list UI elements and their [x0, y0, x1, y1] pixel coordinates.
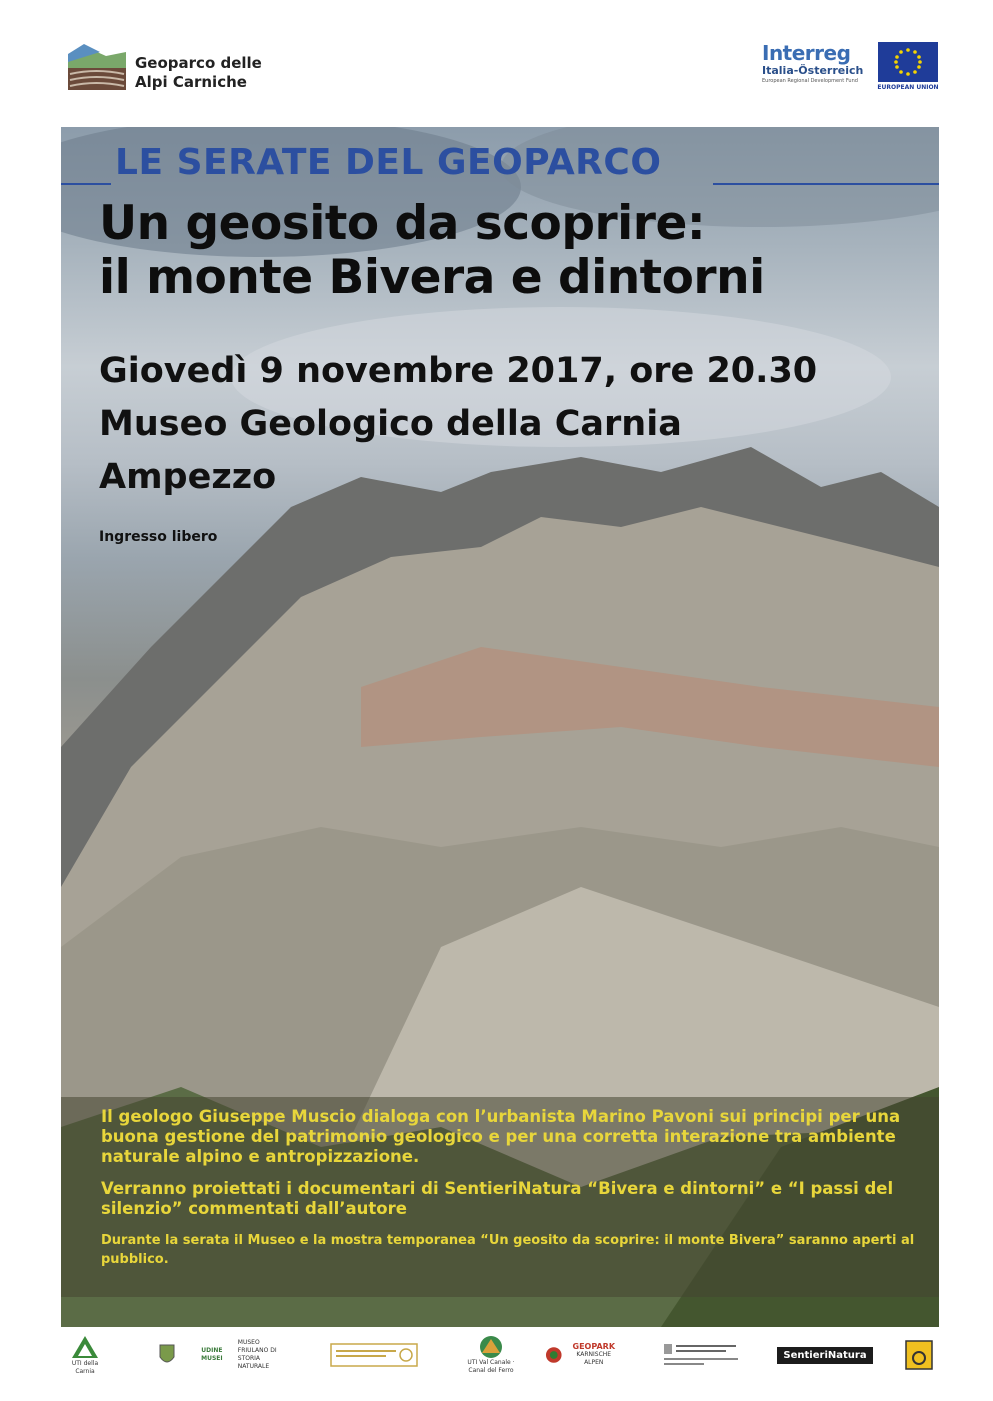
- crest-icon: [159, 1343, 175, 1367]
- geoparco-name: [135, 54, 262, 92]
- geoparco-name-line2: Alpi Carniche: [135, 73, 247, 91]
- entry-note: Ingresso libero: [99, 529, 218, 545]
- museo-logo: [904, 1330, 934, 1380]
- sentieri-natura-label: SentieriNatura: [777, 1347, 872, 1364]
- info-paragraph-3: Durante la serata il Museo e la mostra temporanea “Un geosito da scoprire: il monte Bivera” saranno aperti al pubblico.: [101, 1233, 915, 1267]
- uti-carnia-label: UTI della Carnia: [71, 1360, 99, 1375]
- info-text: [101, 1107, 931, 1281]
- series-rule-left: [61, 183, 111, 185]
- ecomuseo-logo: [330, 1330, 418, 1380]
- udine-musei-label: UDINE MUSEI: [201, 1347, 223, 1362]
- series-rule-right: [713, 183, 939, 185]
- headline-line2: il monte Bivera e dintorni: [99, 250, 765, 305]
- info-paragraph-2: Verranno proiettati i documentari di SentieriNatura “Bivera e dintorni” e “I passi del silenzio” commentati dall’autore: [101, 1179, 894, 1218]
- geoparco-logo: [66, 40, 128, 92]
- event-headline: [99, 197, 929, 305]
- interreg-logo: [762, 42, 874, 94]
- regione-logo: [662, 1330, 740, 1380]
- uti-canal-icon: [478, 1335, 504, 1359]
- geoparco-name-line1: Geoparco delle: [135, 54, 262, 72]
- interreg-subtitle: Italia-Österreich: [762, 64, 864, 77]
- eu-label: EUROPEAN UNION: [877, 84, 939, 91]
- sentieri-natura-logo: [782, 1330, 868, 1380]
- poster-photo: [61, 127, 939, 1327]
- geopark-icon: [545, 1346, 563, 1364]
- uti-carnia-icon: [70, 1334, 100, 1360]
- museo-friulano-logo: [192, 1330, 284, 1380]
- uti-canal-label: UTI Val Canale · Canal del Ferro: [467, 1359, 515, 1374]
- uti-canal-logo: [462, 1330, 520, 1380]
- eu-flag-icon: [878, 42, 938, 82]
- interreg-fine-print: European Regional Development Fund: [762, 78, 858, 84]
- series-title-band: [61, 139, 939, 185]
- geopark-label: GEOPARK: [572, 1342, 616, 1351]
- event-date-time: Giovedì 9 novembre 2017, ore 20.30: [99, 351, 818, 391]
- geopark-sub-label: KARNISCHE ALPEN: [576, 1351, 612, 1366]
- museo-icon: [905, 1340, 933, 1370]
- event-details: [99, 345, 929, 504]
- event-venue: Museo Geologico della Carnia: [99, 404, 682, 444]
- regione-icon: [662, 1340, 740, 1370]
- ecomuseo-icon: [330, 1343, 418, 1367]
- partner-logos: [0, 1330, 993, 1390]
- series-title: LE SERATE DEL GEOPARCO: [115, 142, 662, 183]
- museo-friulano-label: MUSEO FRIULANO DI STORIA NATURALE: [237, 1339, 277, 1370]
- event-town: Ampezzo: [99, 457, 277, 497]
- comune-crest: [155, 1330, 179, 1380]
- uti-carnia-logo: [62, 1330, 108, 1380]
- info-paragraph-1: Il geologo Giuseppe Muscio dialoga con l’urbanista Marino Pavoni sui principi per una buona gestione del patrimonio geologico e per una corretta interazione tra ambiente naturale alpino e antropizzazione.: [101, 1107, 901, 1166]
- headline-line1: Un geosito da scoprire:: [99, 196, 706, 251]
- interreg-title: Interreg: [762, 41, 851, 65]
- geopark-karnische-logo: [545, 1330, 621, 1380]
